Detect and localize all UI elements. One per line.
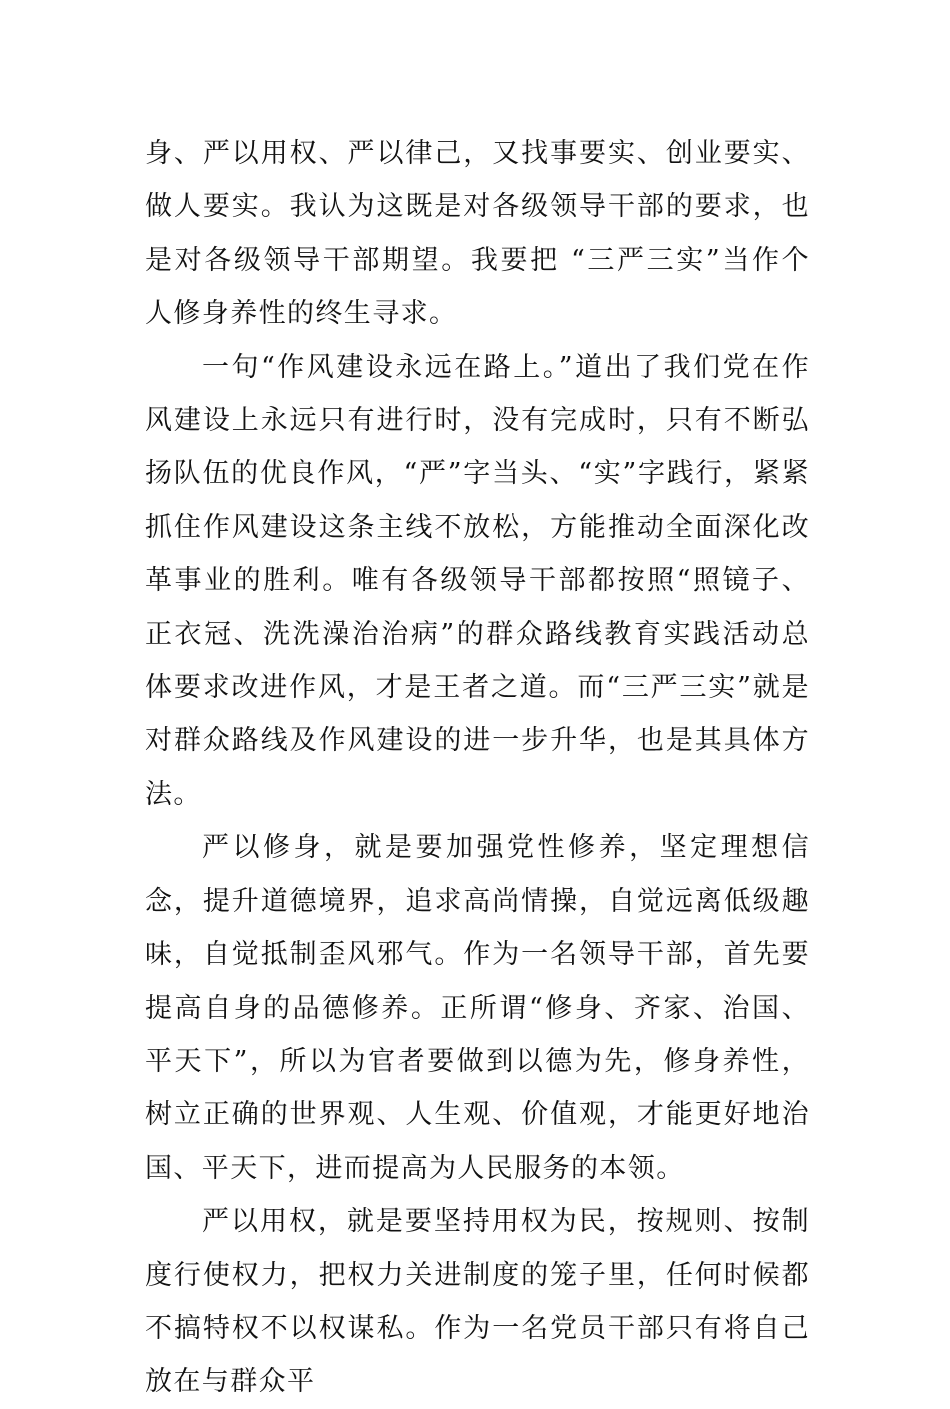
paragraph-1: 身、严以用权、严以律己，又找事要实、创业要实、做人要实。我认为这既是对各级领导干部的要求，也是对各级领导干部期望。我要把 “三严三实”当作个人修身养性的终生寻求。	[145, 138, 810, 330]
paragraph-2: 一句“作风建设永远在路上。”道出了我们党在作风建设上永远只有进行时，没有完成时，只有不断弘扬队伍的优良作风，“严”字当头、“实”字践行，紧紧抓住作风建设这条主线不放松，方能推动全面深化改革事业的胜利。唯有各级领导干部都按照“照镜子、正衣冠、洗洗澡治治病”的群众路线教育实践活动总体要求改进作风，才是王者之道。而“三严三实”就是对群众路线及作风建设的进一步升华，也是其具体方法。	[145, 351, 810, 810]
document-body	[145, 127, 810, 1409]
paragraph-3: 严以修身，就是要加强党性修养，坚定理想信念，提升道德境界，追求高尚情操，自觉远离低级趣味，自觉抵制歪风邪气。作为一名领导干部，首先要提高自身的品德修养。正所谓“修身、齐家、治国、平天下”，所以为官者要做到以德为先，修身养性，树立正确的世界观、人生观、价值观，才能更好地治国、平天下，进而提高为人民服务的本领。	[145, 832, 810, 1184]
paragraph-4: 严以用权，就是要坚持用权为民，按规则、按制度行使权力，把权力关进制度的笼子里，任何时候都不搞特权不以权谋私。作为一名党员干部只有将自己放在与群众平	[145, 1206, 810, 1398]
